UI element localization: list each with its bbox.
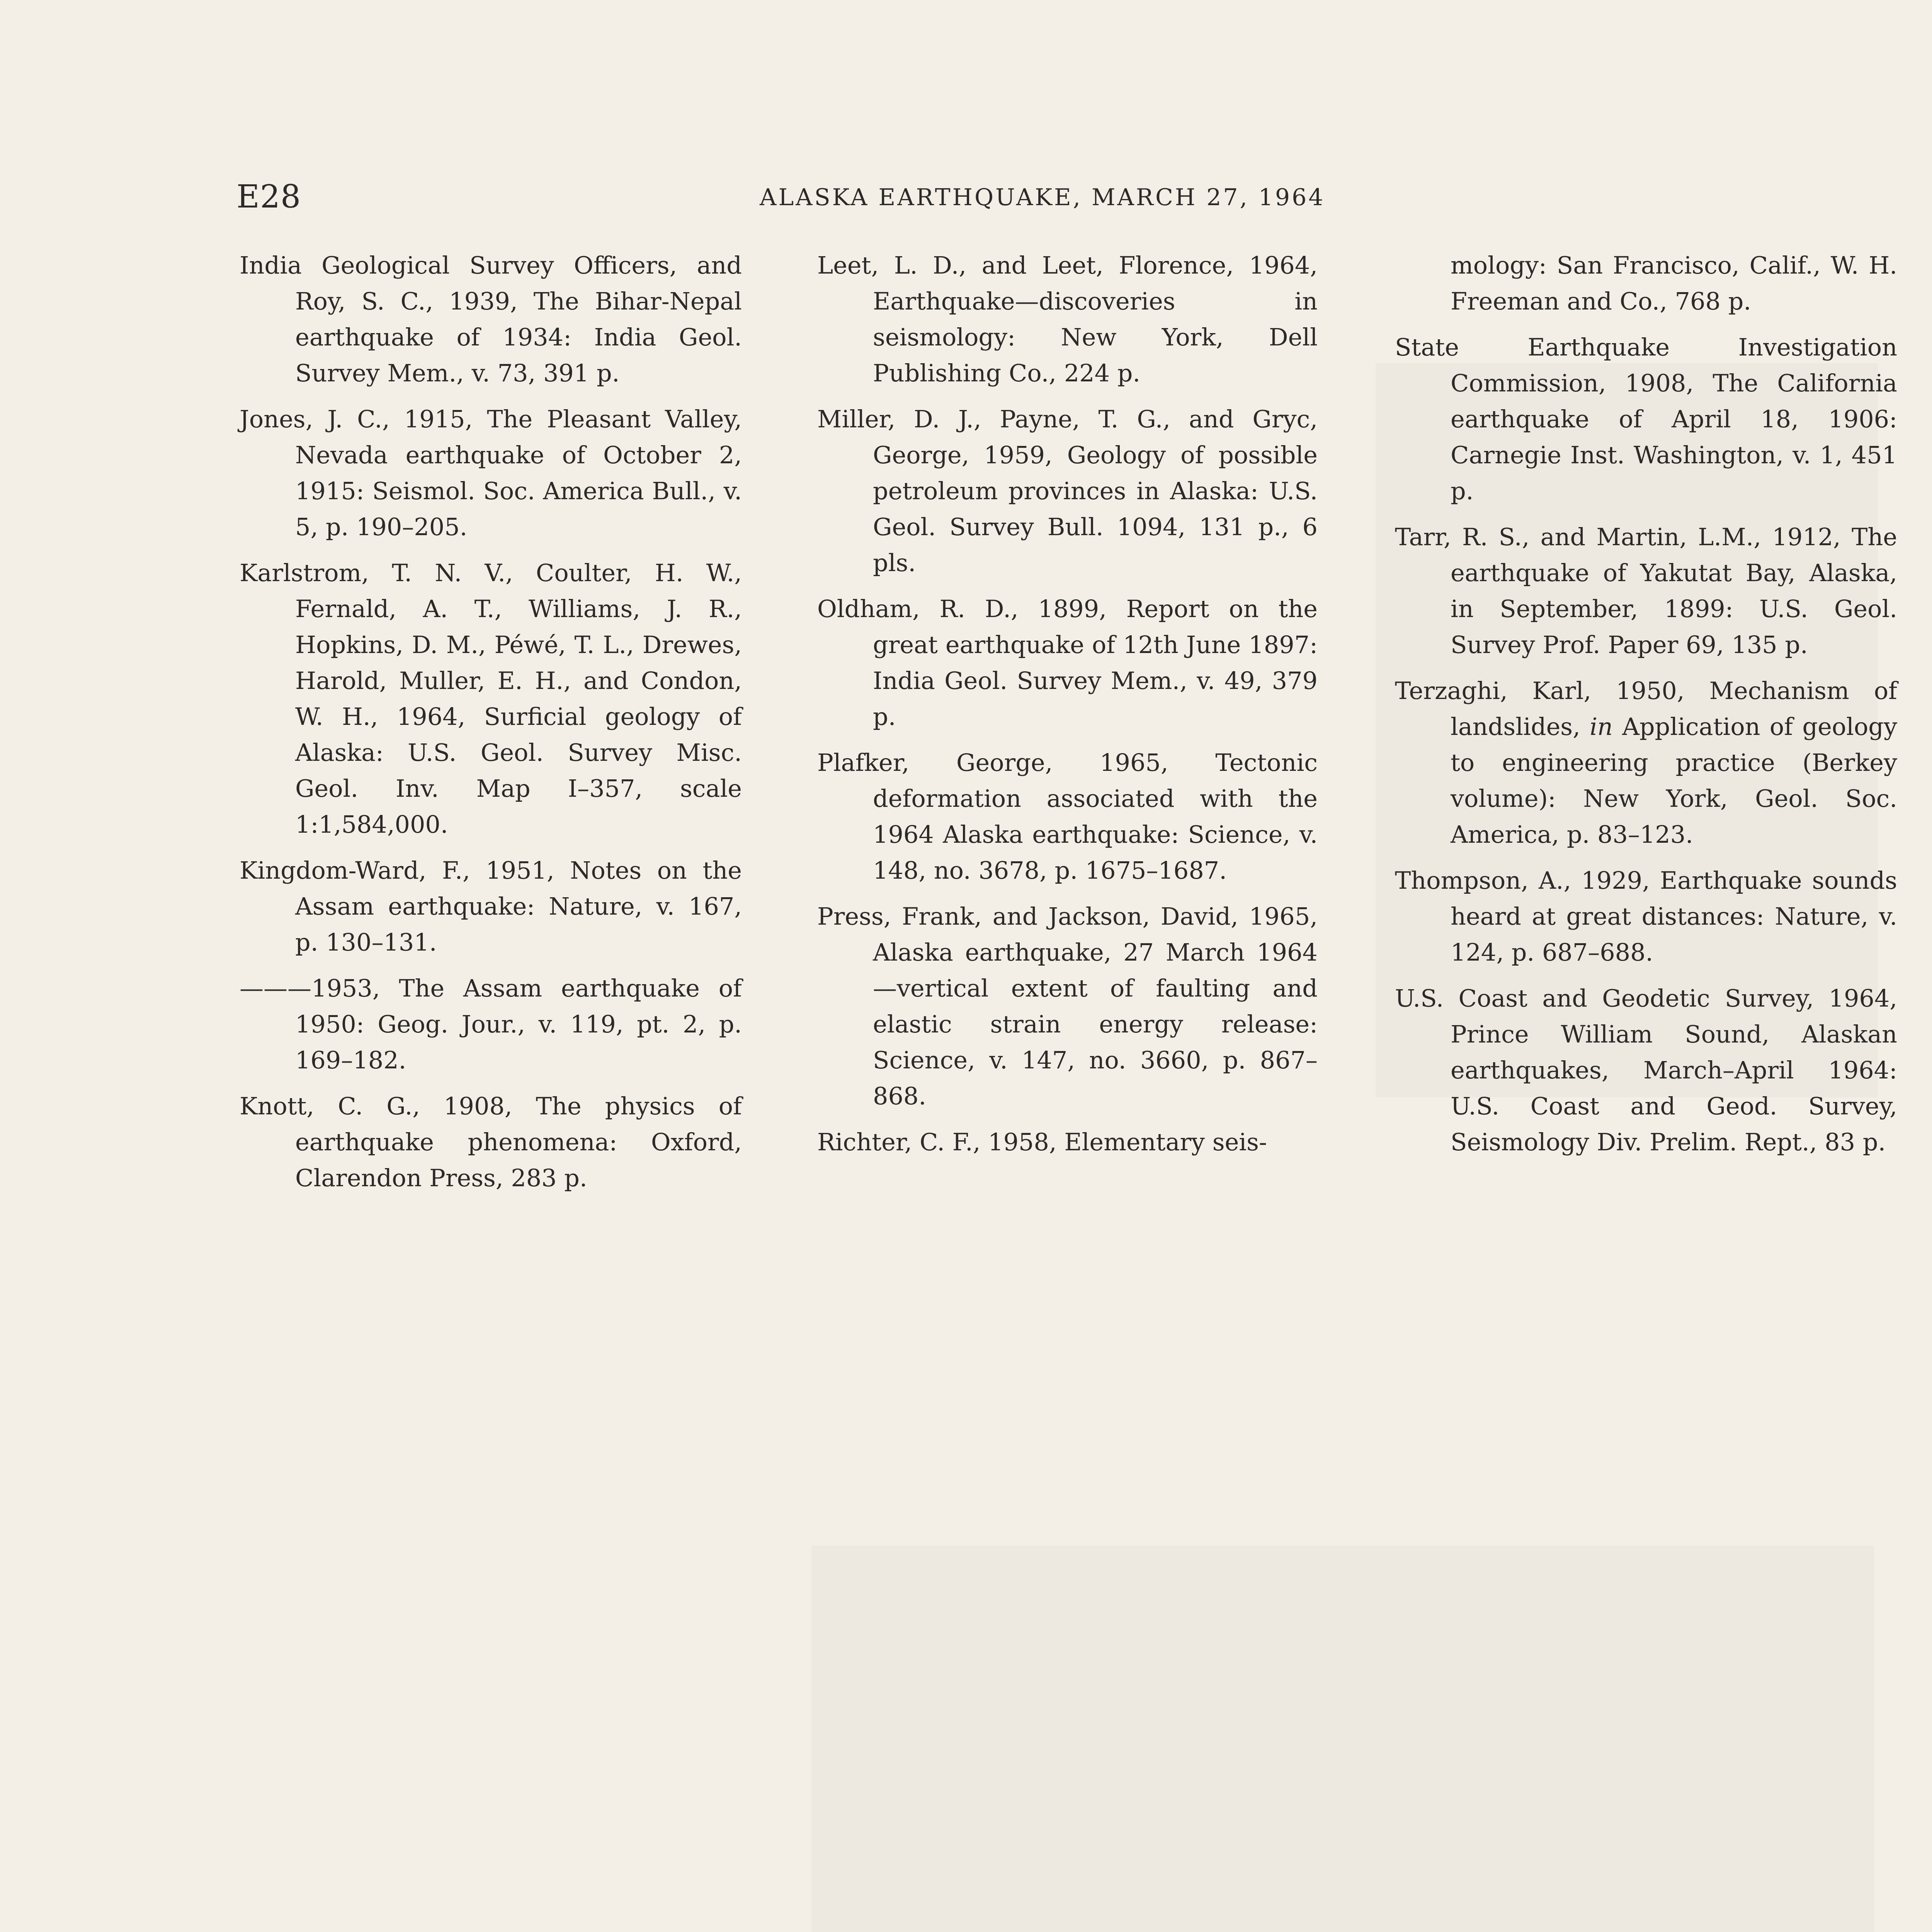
references-column-2 [817,247,1318,1170]
terzaghi-italic: in [1590,713,1613,741]
reference-entry: State Earthquake Investigation Commission, 1908, The California earthquake of April 18, 1906: Carnegie Inst. Washington, v. 1, 451 p. [1395,333,1897,505]
references-column-1 [240,247,742,1206]
reference-entry: Jones, J. C., 1915, The Pleasant Valley, Nevada earthquake of October 2, 1915: Seismol. Soc. America Bull., v. 5, p. 190–205. [240,405,742,541]
running-title: ALASKA EARTHQUAKE, MARCH 27, 1964 [760,184,1325,211]
reference-entry: India Geological Survey Officers, and Roy, S. C., 1939, The Bihar-Nepal earthquake of 1934: India Geol. Survey Mem., v. 73, 391 p. [240,251,742,387]
reference-entry: Plafker, George, 1965, Tectonic deformation associated with the 1964 Alaska earthquake: Science, v. 148, no. 3678, p. 1675–1687. [817,748,1318,884]
reference-entry: Thompson, A., 1929, Earthquake sounds heard at great distances: Nature, v. 124, p. 687–688. [1395,866,1897,966]
references-column-3 [1395,247,1897,1170]
terzaghi-lead: Terzaghi, Karl, 1950, Mechanism of landslides, [1395,677,1897,741]
reference-entry: Knott, C. G., 1908, The physics of earthquake phenomena: Oxford, Clarendon Press, 283 p. [240,1092,742,1192]
reference-entry: Oldham, R. D., 1899, Report on the great earthquake of 12th June 1897: India Geol. Survey Mem., v. 49, 379 p. [817,595,1318,731]
terzaghi-rest: Application of geology to engineering practice (Berkey volume): New York, Geol. Soc. America, p. 83–123. [1451,713,1897,849]
reference-entry-terzaghi [1395,673,1897,852]
reference-entry: Richter, C. F., 1958, Elementary seis- [817,1128,1267,1156]
reference-entry: Leet, L. D., and Leet, Florence, 1964, Earthquake—discoveries in seismology: New York, Dell Publishing Co., 224 p. [817,251,1318,387]
reference-entry: Tarr, R. S., and Martin, L.M., 1912, The earthquake of Yakutat Bay, Alaska, in September, 1899: U.S. Geol. Survey Prof. Paper 69, 135 p. [1395,523,1897,659]
show-through-block-lower [811,1546,1874,1932]
reference-entry: Press, Frank, and Jackson, David, 1965, Alaska earthquake, 27 March 1964—vertical extent of faulting and elastic strain energy release: Science, v. 147, no. 3660, p. 867–868. [817,902,1318,1110]
reference-entry: Karlstrom, T. N. V., Coulter, H. W., Fernald, A. T., Williams, J. R., Hopkins, D. M., Péwé, T. L., Drewes, Harold, Muller, E. H., and Condon, W. H., 1964, Surficial geology of Alaska: U.S. Geol. Survey Misc. Geol. Inv. Map I–357, scale 1:1,584,000. [240,559,742,838]
page-number: E28 [236,179,301,215]
reference-entry: Miller, D. J., Payne, T. G., and Gryc, George, 1959, Geology of possible petroleum provinces in Alaska: U.S. Geol. Survey Bull. 1094, 131 p., 6 pls. [817,405,1318,577]
reference-entry: Kingdom-Ward, F., 1951, Notes on the Assam earthquake: Nature, v. 167, p. 130–131. [240,856,742,956]
reference-entry: U.S. Coast and Geodetic Survey, 1964, Prince William Sound, Alaskan earthquakes, March–April 1964: U.S. Coast and Geod. Survey, Seismology Div. Prelim. Rept., 83 p. [1395,984,1897,1156]
reference-continuation: mology: San Francisco, Calif., W. H. Freeman and Co., 768 p. [1451,251,1897,315]
reference-entry: ———1953, The Assam earthquake of 1950: Geog. Jour., v. 119, pt. 2, p. 169–182. [240,974,742,1074]
